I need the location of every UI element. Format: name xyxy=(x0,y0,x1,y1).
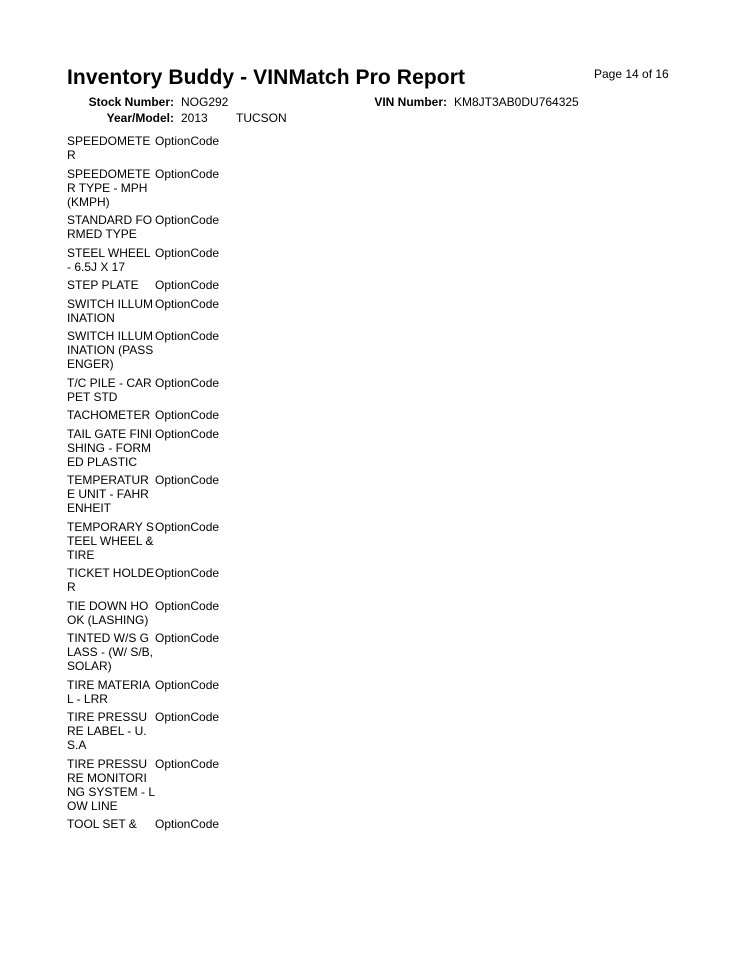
option-name: TEMPORARY STEEL WHEEL & TIRE xyxy=(67,519,154,562)
option-type: OptionCode xyxy=(155,566,220,580)
option-name: SWITCH ILLUMINATION xyxy=(67,296,154,325)
option-row xyxy=(67,329,267,371)
option-type: OptionCode xyxy=(155,278,220,292)
model-value: TUCSON xyxy=(236,111,287,125)
option-name: STEEL WHEEL - 6.5J X 17 xyxy=(67,245,151,274)
year-value: 2013 xyxy=(181,111,208,125)
stock-number-value: NOG292 xyxy=(181,95,229,109)
option-type: OptionCode xyxy=(155,166,220,181)
option-name: STEP PLATE xyxy=(67,278,139,292)
option-row xyxy=(67,817,267,831)
option-name: TOOL SET & xyxy=(67,817,137,831)
option-row xyxy=(67,427,267,469)
option-type: OptionCode xyxy=(155,134,220,148)
option-name: TIRE PRESSURE LABEL - U.S.A xyxy=(67,710,148,752)
option-row xyxy=(67,297,267,325)
option-name: TICKET HOLDER xyxy=(67,566,155,594)
option-type: OptionCode xyxy=(155,598,220,613)
option-type: OptionCode xyxy=(155,408,220,422)
option-row xyxy=(67,566,267,594)
option-name: STANDARD FORMED TYPE xyxy=(67,213,153,241)
option-row xyxy=(67,757,267,813)
option-name: SPEEDOMETER TYPE - MPH(KMPH) xyxy=(67,166,151,209)
report-title: Inventory Buddy - VINMatch Pro Report xyxy=(67,66,466,89)
option-row xyxy=(67,134,267,162)
vin-number-label: VIN Number: xyxy=(374,95,447,109)
option-row xyxy=(67,213,267,241)
option-row xyxy=(67,520,267,562)
vin-number-value: KM8JT3AB0DU764325 xyxy=(454,95,579,109)
option-name: TEMPERATURE UNIT - FAHRENHEIT xyxy=(67,473,149,515)
option-name: T/C PILE - CARPET STD xyxy=(67,375,152,404)
option-row xyxy=(67,167,267,209)
option-row xyxy=(67,631,267,673)
option-name: TIE DOWN HOOK (LASHING) xyxy=(67,598,149,627)
option-name: TACHOMETER xyxy=(67,408,151,422)
option-type: OptionCode xyxy=(155,375,220,390)
option-row xyxy=(67,408,267,422)
option-row xyxy=(67,473,267,515)
stock-number-label: Stock Number: xyxy=(88,95,174,109)
option-row xyxy=(67,246,267,274)
option-type: OptionCode xyxy=(155,817,220,831)
option-row xyxy=(67,376,267,404)
option-type: OptionCode xyxy=(155,296,220,311)
option-row xyxy=(67,678,267,706)
option-name: SWITCH ILLUMINATION (PASSENGER) xyxy=(67,329,154,371)
option-type: OptionCode xyxy=(155,631,220,645)
option-list xyxy=(67,134,267,836)
option-type: OptionCode xyxy=(155,213,220,227)
option-row xyxy=(67,599,267,627)
option-type: OptionCode xyxy=(155,245,220,260)
page-number: Page 14 of 16 xyxy=(594,67,669,81)
option-row xyxy=(67,278,267,292)
option-type: OptionCode xyxy=(155,677,220,692)
year-model-label: Year/Model: xyxy=(106,111,174,125)
option-type: OptionCode xyxy=(155,756,220,771)
option-name: TAIL GATE FINISHING - FORMED PLASTIC xyxy=(67,426,153,469)
option-name: TIRE MATERIAL - LRR xyxy=(67,677,151,706)
option-type: OptionCode xyxy=(155,426,220,441)
option-name: TIRE PRESSURE MONITORING SYSTEM - LOW LINE xyxy=(67,756,156,813)
option-type: OptionCode xyxy=(155,519,220,534)
option-type: OptionCode xyxy=(155,473,220,487)
option-name: SPEEDOMETER xyxy=(67,134,151,162)
option-row xyxy=(67,710,267,752)
option-type: OptionCode xyxy=(155,710,220,724)
option-type: OptionCode xyxy=(155,329,220,343)
option-name: TINTED W/S GLASS - (W/ S/B,SOLAR) xyxy=(67,631,154,673)
